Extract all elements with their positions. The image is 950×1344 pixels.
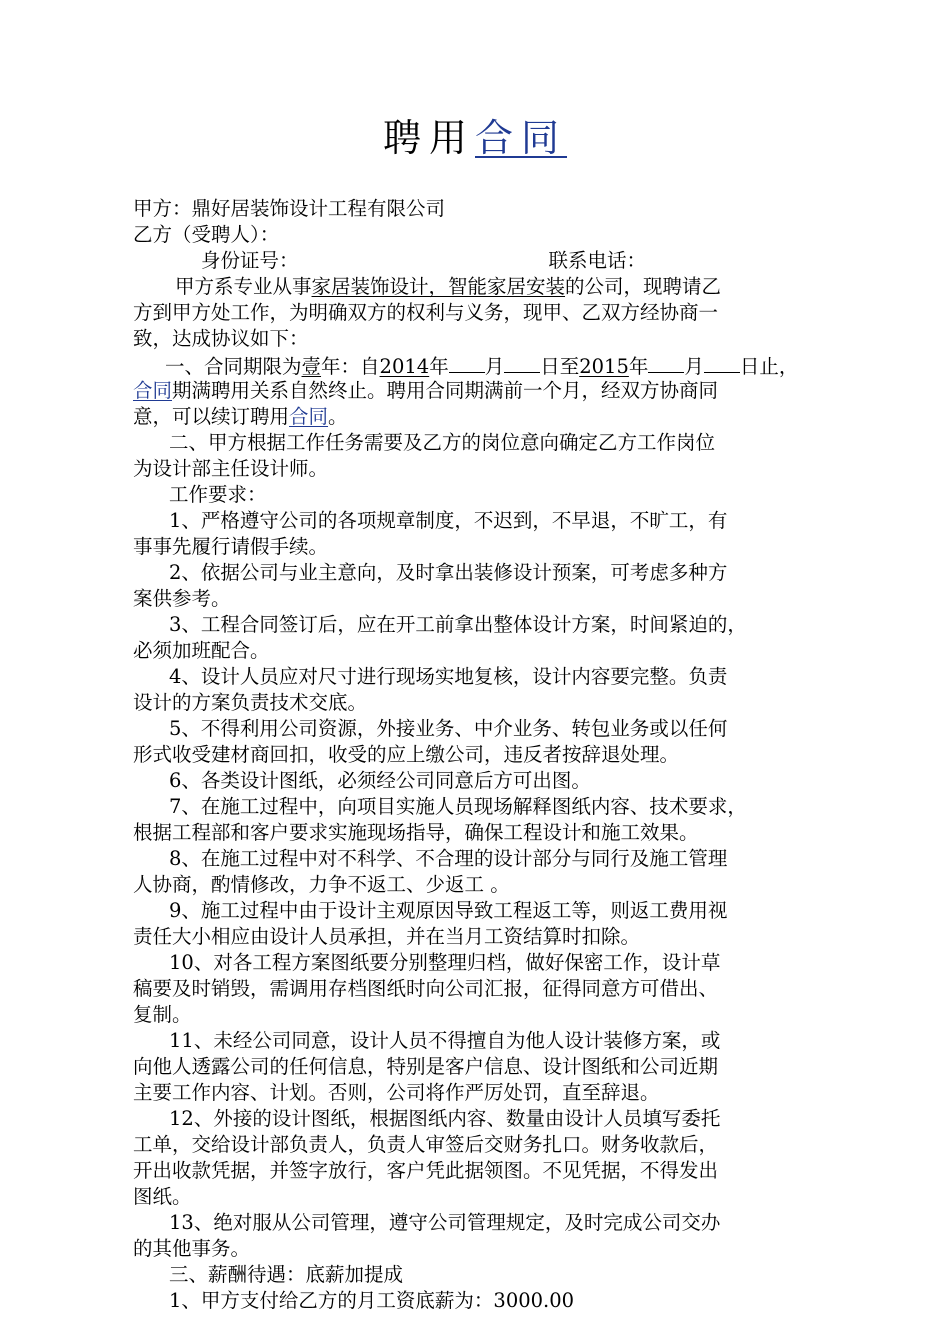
- intro-line-2: 方到甲方处工作，为明确双方的权利与义务，现甲、乙双方经协商一: [133, 301, 719, 324]
- text-line: 4、设计人员应对尺寸进行现场实地复核，设计内容要完整。负责: [169, 665, 728, 688]
- text-line: 根据工程部和客户要求实施现场指导，确保工程设计和施工效果。: [133, 821, 699, 844]
- text-line: 13、绝对服从公司管理，遵守公司管理规定，及时完成公司交办: [169, 1211, 721, 1234]
- clause1-line-1: 一、合同期限为壹年：自2014年 月 日至2015年 月 日止，: [133, 352, 823, 378]
- text-line: 11、未经公司同意，设计人员不得擅自为他人设计装修方案，或: [169, 1029, 721, 1052]
- intro-line-1: 甲方系专业从事家居装饰设计，智能家居安装的公司，现聘请乙: [175, 275, 722, 298]
- clause-lines: [133, 430, 823, 1314]
- business-scope-link[interactable]: 家居装饰设计，智能家居安装: [311, 275, 566, 298]
- end-day-blank[interactable]: [704, 352, 740, 373]
- text-line: 7、在施工过程中，向项目实施人员现场解释图纸内容、技术要求，: [169, 795, 747, 818]
- text-line: 案供参考。: [133, 587, 231, 610]
- contract-link-1[interactable]: 合同: [133, 379, 173, 402]
- text-line: 人协商，酌情修改，力争不返工、少返工 。: [133, 873, 510, 896]
- text-line: 6、各类设计图纸，必须经公司同意后方可出图。: [169, 769, 591, 792]
- contract-link-2[interactable]: 合同: [289, 405, 329, 428]
- party-a-line: 甲方：鼎好居装饰设计工程有限公司: [133, 197, 446, 220]
- text-line: 向他人透露公司的任何信息，特别是客户信息、设计图纸和公司近期: [133, 1055, 719, 1078]
- month-blank[interactable]: [449, 352, 485, 373]
- text-line: 5、不得利用公司资源，外接业务、中介业务、转包业务或以任何: [169, 717, 728, 740]
- text-line: 9、施工过程中由于设计主观原因导致工程返工等，则返工费用视: [169, 899, 728, 922]
- text-line: 工作要求：: [169, 483, 267, 506]
- text-line: 8、在施工过程中对不科学、不合理的设计部分与同行及施工管理: [169, 847, 728, 870]
- phone-label: 联系电话：: [548, 249, 647, 272]
- text-line: 主要工作内容、计划。否则，公司将作严厉处罚，直至辞退。: [133, 1081, 660, 1104]
- document-body: [133, 196, 823, 1314]
- end-month-blank[interactable]: [648, 352, 684, 373]
- clause1-line-3: 意，可以续订聘用合同。: [133, 405, 348, 428]
- text-line: 的其他事务。: [133, 1237, 251, 1260]
- intro-line-3: 致，达成协议如下：: [133, 327, 309, 350]
- text-line: 2、依据公司与业主意向，及时拿出装修设计预案，可考虑多种方: [169, 561, 728, 584]
- title-contract-link[interactable]: 合同: [475, 116, 568, 160]
- text-line: 形式收受建材商回扣，收受的应上缴公司，违反者按辞退处理。: [133, 743, 680, 766]
- day-blank[interactable]: [504, 352, 540, 373]
- text-line: 3、工程合同签订后，应在开工前拿出整体设计方案，时间紧迫的，: [169, 613, 747, 636]
- text-line: 1、严格遵守公司的各项规章制度，不迟到，不早退，不旷工，有: [169, 509, 728, 532]
- text-line: 复制。: [133, 1003, 192, 1026]
- text-line: 图纸。: [133, 1185, 192, 1208]
- text-line: 事事先履行请假手续。: [133, 535, 329, 558]
- title-main: 聘用: [382, 116, 475, 160]
- text-line: 工单，交给设计部负责人，负责人审签后交财务扎口。财务收款后，: [133, 1133, 719, 1156]
- text-line: 稿要及时销毁，需调用存档图纸时向公司汇报，征得同意方可借出、: [133, 977, 719, 1000]
- text-line: 必须加班配合。: [133, 639, 270, 662]
- party-b-line: 乙方（受聘人）：: [133, 223, 280, 246]
- id-number-label: 身份证号：: [201, 249, 299, 272]
- document-title: [0, 112, 950, 164]
- text-line: 三、薪酬待遇：底薪加提成: [169, 1263, 404, 1286]
- text-line: 责任大小相应由设计人员承担，并在当月工资结算时扣除。: [133, 925, 641, 948]
- text-line: 12、外接的设计图纸，根据图纸内容、数量由设计人员填写委托: [169, 1107, 721, 1130]
- text-line: 为设计部主任设计师。: [133, 457, 329, 480]
- clause1-line-2: 合同期满聘用关系自然终止。聘用合同期满前一个月，经双方协商同: [133, 379, 719, 402]
- text-line: 二、甲方根据工作任务需要及乙方的岗位意向确定乙方工作岗位: [169, 431, 716, 454]
- text-line: 10、对各工程方案图纸要分别整理归档，做好保密工作，设计草: [169, 951, 721, 974]
- text-line: 设计的方案负责技术交底。: [133, 691, 368, 714]
- text-line: 开出收款凭据，并签字放行，客户凭此据领图。不见凭据，不得发出: [133, 1159, 719, 1182]
- id-phone-line: [133, 248, 823, 274]
- text-line: 1、甲方支付给乙方的月工资底薪为：3000.00: [169, 1289, 575, 1312]
